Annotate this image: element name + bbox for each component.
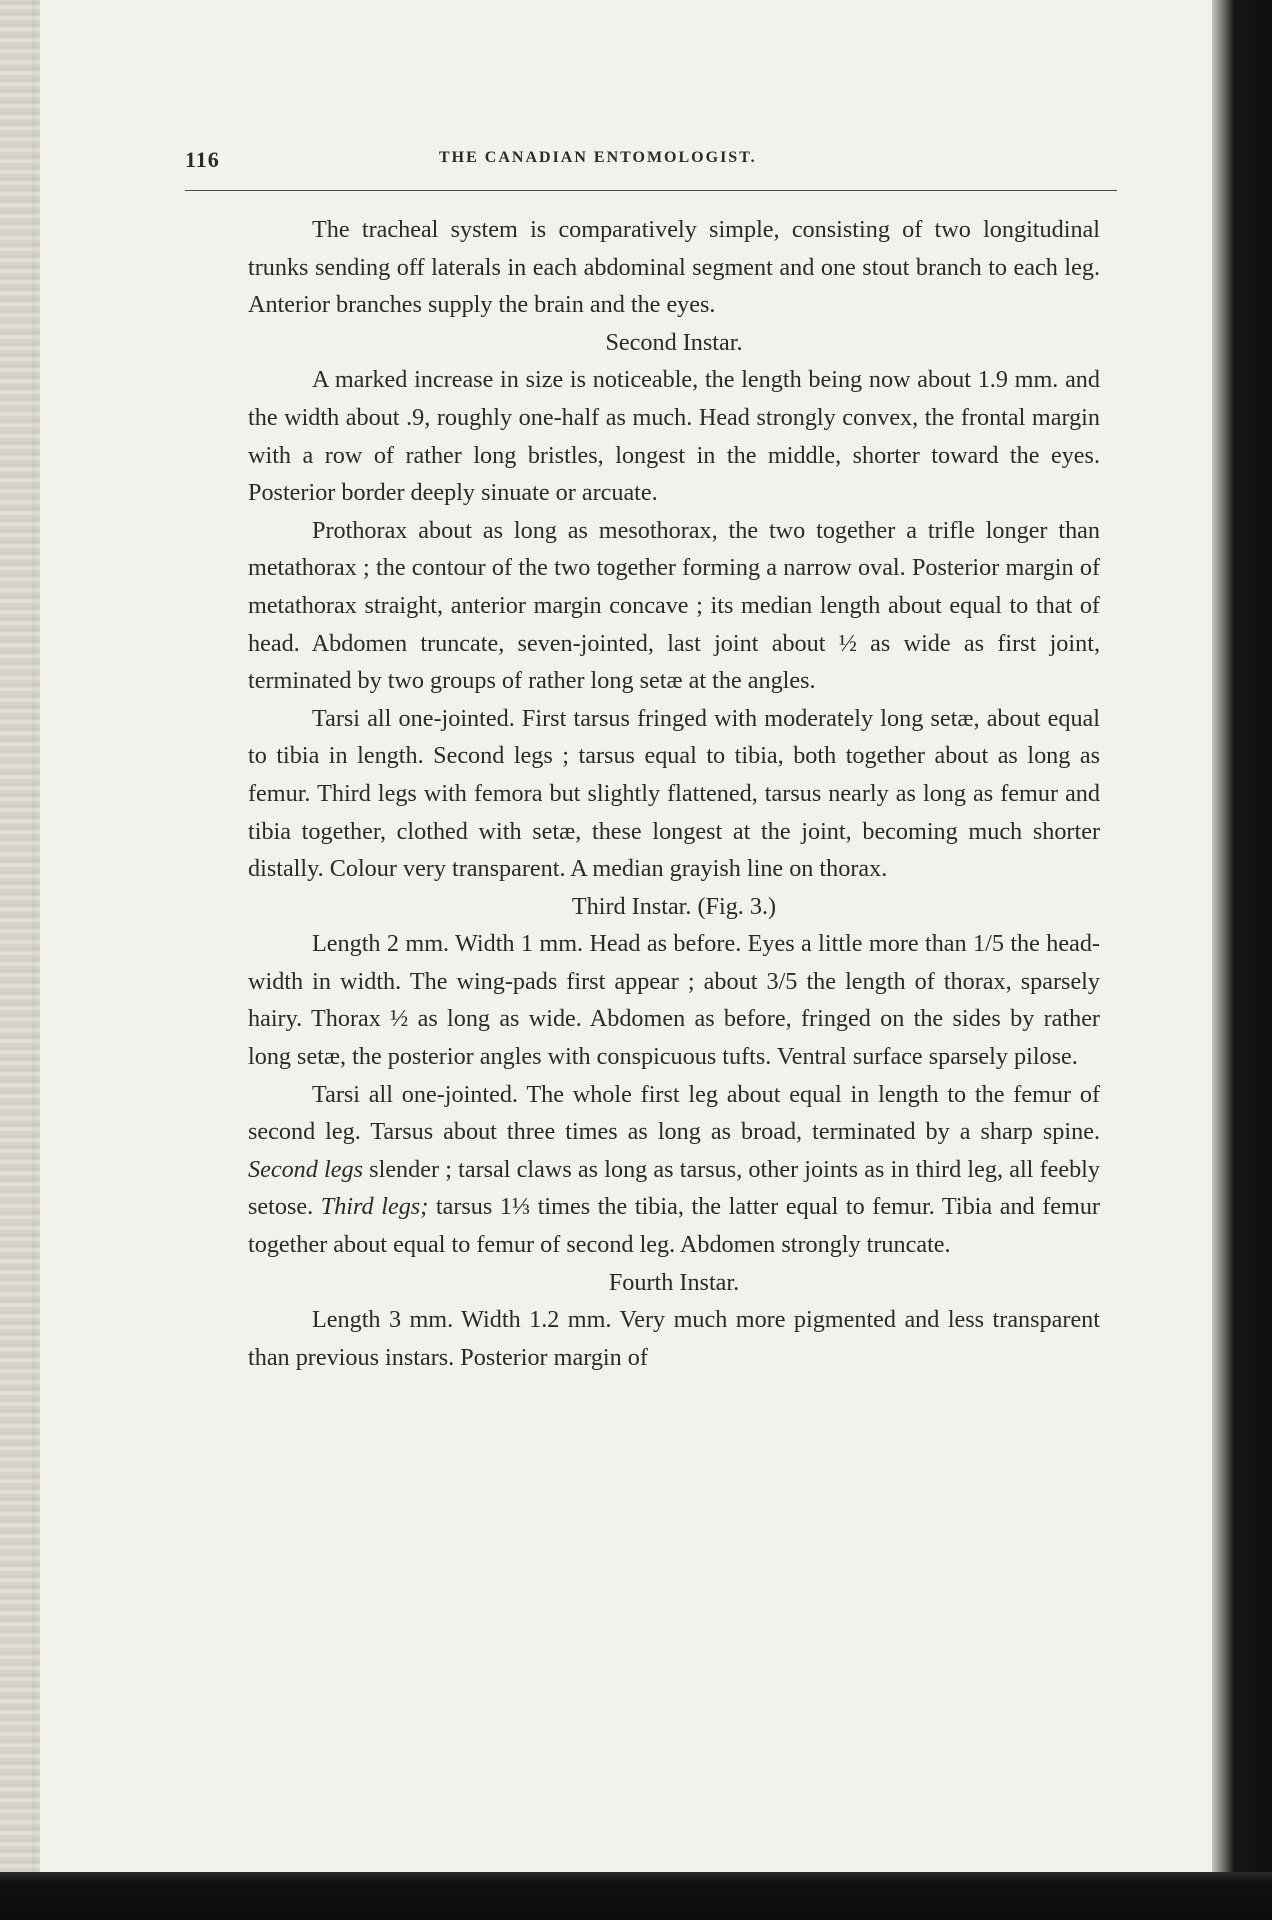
running-head: THE CANADIAN ENTOMOLOGIST.: [439, 149, 757, 166]
page-number: 116: [185, 147, 220, 172]
italic-third-legs: Third legs;: [320, 1193, 429, 1221]
book-page: [185, 145, 1125, 1371]
paragraph-third-instar-body: Length 2 mm. Width 1 mm. Head as before. Eyes a little more than 1/5 the head-width in width. The wing-pads first appear ; about 3/5 the length of thorax, sparsely hairy. Thorax ½ as long as wide. Abdomen as before, fringed on the sides by rather long setæ, the posterior angles with conspicuous tufts. Ventral surface sparsely pilose.: [248, 930, 1100, 1071]
text-run: slender ; tarsal claws as long as tarsus, other joints as in third leg, all feebly setose.: [248, 1155, 1100, 1221]
page-header: [185, 145, 1125, 179]
paragraph-second-instar-thorax: Prothorax about as long as mesothorax, the two together a trifle longer than metathorax ; the contour of the two together forming a narrow oval. Posterior margin of metathorax straight, anterior margin concave ; its median length about equal to that of head. Abdomen truncate, seven-jointed, last joint about ½ as wide as first joint, terminated by two groups of rather long setæ at the angles.: [248, 516, 1100, 695]
scan-right-edge: [1212, 0, 1272, 1920]
scan-bottom-edge: [0, 1872, 1272, 1920]
paragraph-tracheal-system: The tracheal system is comparatively simple, consisting of two longitudinal trunks sending off laterals in each abdominal segment and one stout branch to each leg. Anterior branches supply the brain and the eyes.: [248, 216, 1100, 319]
paragraph-fourth-instar: Length 3 mm. Width 1.2 mm. Very much more pigmented and less transparent than previous instars. Posterior margin of: [248, 1306, 1100, 1371]
header-rule: [185, 190, 1117, 191]
paragraph-third-instar-legs: [248, 1076, 1100, 1264]
page-body: [248, 211, 1100, 1376]
paragraph-second-instar-head: A marked increase in size is noticeable, the length being now about 1.9 mm. and the width about .9, roughly one-half as much. Head strongly convex, the frontal margin with a row of rather long bristles, longest in the middle, shorter toward the eyes. Posterior border deeply sinuate or arcuate.: [248, 366, 1100, 507]
heading-fourth-instar: Fourth Instar.: [608, 1268, 740, 1296]
scan-left-edge: [0, 0, 40, 1920]
heading-second-instar: Second Instar.: [605, 328, 743, 356]
paragraph-second-instar-legs: Tarsi all one-jointed. First tarsus fringed with moderately long setæ, about equal to tibia in length. Second legs ; tarsus equal to tibia, both together about as long as femur. Third legs with femora but slightly flattened, tarsus nearly as long as femur and tibia together, clothed with setæ, these longest at the joint, becoming much shorter distally. Colour very transparent. A median grayish line on thorax.: [248, 704, 1100, 883]
italic-second-legs: Second legs: [248, 1155, 363, 1183]
heading-third-instar: Third Instar. (Fig. 3.): [571, 892, 777, 920]
text-run: Tarsi all one-jointed. The whole first leg about equal in length to the femur of second leg. Tarsus about three times as long as broad, terminated by a sharp spine.: [248, 1080, 1100, 1146]
text-run: tarsus 1⅓ times the tibia, the latter equal to femur. Tibia and femur together about equal to femur of second leg. Abdomen strongly truncate.: [248, 1193, 1100, 1259]
